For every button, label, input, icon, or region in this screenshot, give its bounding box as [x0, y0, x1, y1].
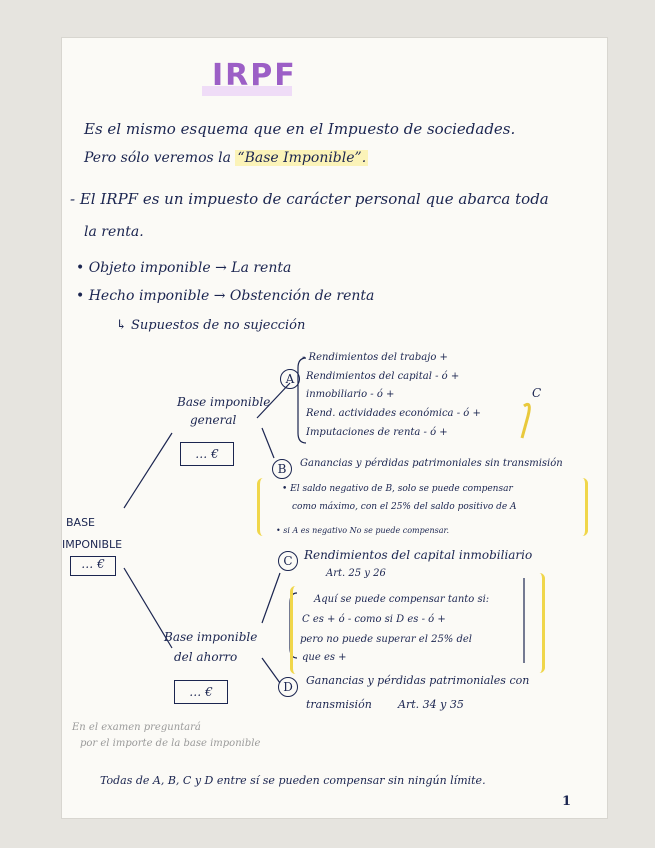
general-label-1: Base imponible — [177, 395, 271, 409]
bullet-objeto: • Objeto imponible → La renta — [76, 260, 292, 276]
pencil-note-1: En el examen preguntará — [72, 722, 201, 733]
d-text-2: transmisión — [306, 698, 372, 711]
c-text: Rendimientos del capital inmobiliario — [304, 548, 533, 562]
bullet-hecho: • Hecho imponible → Obstención de renta — [76, 288, 375, 304]
general-amount-box: … € — [180, 442, 234, 466]
intro-line-2-text: Pero sólo veremos la — [84, 150, 231, 166]
base-imponible-highlight: “Base Imponible”. — [237, 150, 367, 166]
a-circle: A — [280, 369, 300, 389]
a-item-5: Imputaciones de renta - ó + — [306, 427, 448, 438]
bullet-no-sujeccion: ↳ Supuestos de no sujección — [116, 318, 306, 333]
root-amount-box: … € — [70, 556, 116, 576]
savings-label-2: del ahorro — [174, 650, 238, 664]
savings-label-1: Base imponible — [164, 630, 258, 644]
root-label-1: BASE — [66, 516, 96, 529]
intro-line-1: Es el mismo esquema que en el Impuesto de sociedades. — [84, 120, 516, 138]
definition-line-2: la renta. — [84, 224, 144, 240]
b-text: Ganancias y pérdidas patrimoniales sin transmisión — [300, 458, 563, 469]
savings-amount-box: … € — [174, 680, 228, 704]
d-marker — [278, 676, 302, 697]
b-note-3: • si A es negativo No se puede compensar. — [276, 526, 450, 535]
c-article: Art. 25 y 26 — [326, 568, 386, 579]
a-item-1: - Rendimientos del trabajo + — [302, 352, 448, 363]
a-item-2: Rendimientos del capital - ó + — [306, 371, 460, 382]
d-circle: D — [278, 677, 298, 697]
pencil-note-2: por el importe de la base imponible — [80, 738, 261, 749]
a-marker — [280, 368, 304, 389]
footer-note: Todas de A, B, C y D entre sí se pueden compensar sin ningún límite. — [100, 774, 486, 787]
cd-note-3: pero no puede superar el 25% del — [300, 634, 473, 645]
b-note-1: • El saldo negativo de B, solo se puede compensar — [282, 484, 513, 494]
cd-note-bracket-left — [290, 586, 301, 674]
c-marker — [278, 550, 302, 571]
d-article: Art. 34 y 35 — [398, 698, 464, 711]
page-title: IRPF — [212, 58, 297, 93]
cd-note-2: C es + ó - como si D es - ó + — [302, 614, 446, 625]
general-label-2: general — [190, 413, 237, 427]
a-item-3: inmobiliario - ó + — [306, 389, 395, 400]
notebook-page — [62, 38, 607, 818]
definition-line-1: - El IRPF es un impuesto de carácter personal que abarca toda — [70, 190, 549, 208]
b-circle: B — [272, 459, 292, 479]
b-marker — [272, 458, 296, 479]
b-note-bracket-right — [577, 478, 588, 536]
margin-c: C — [532, 386, 542, 400]
root-label-2: IMPONIBLE — [62, 538, 123, 551]
a-item-4: Rend. actividades económica - ó + — [306, 408, 481, 419]
page-number: 1 — [562, 794, 572, 809]
d-text-1: Ganancias y pérdidas patrimoniales con — [306, 674, 530, 687]
cd-note-4: que es + — [302, 652, 347, 663]
cd-note-bracket-right — [534, 573, 545, 673]
c-circle: C — [278, 551, 298, 571]
cd-note-1: Aquí se puede compensar tanto si: — [314, 594, 490, 605]
b-note-2: como máximo, con el 25% del saldo positivo de A — [292, 502, 517, 512]
